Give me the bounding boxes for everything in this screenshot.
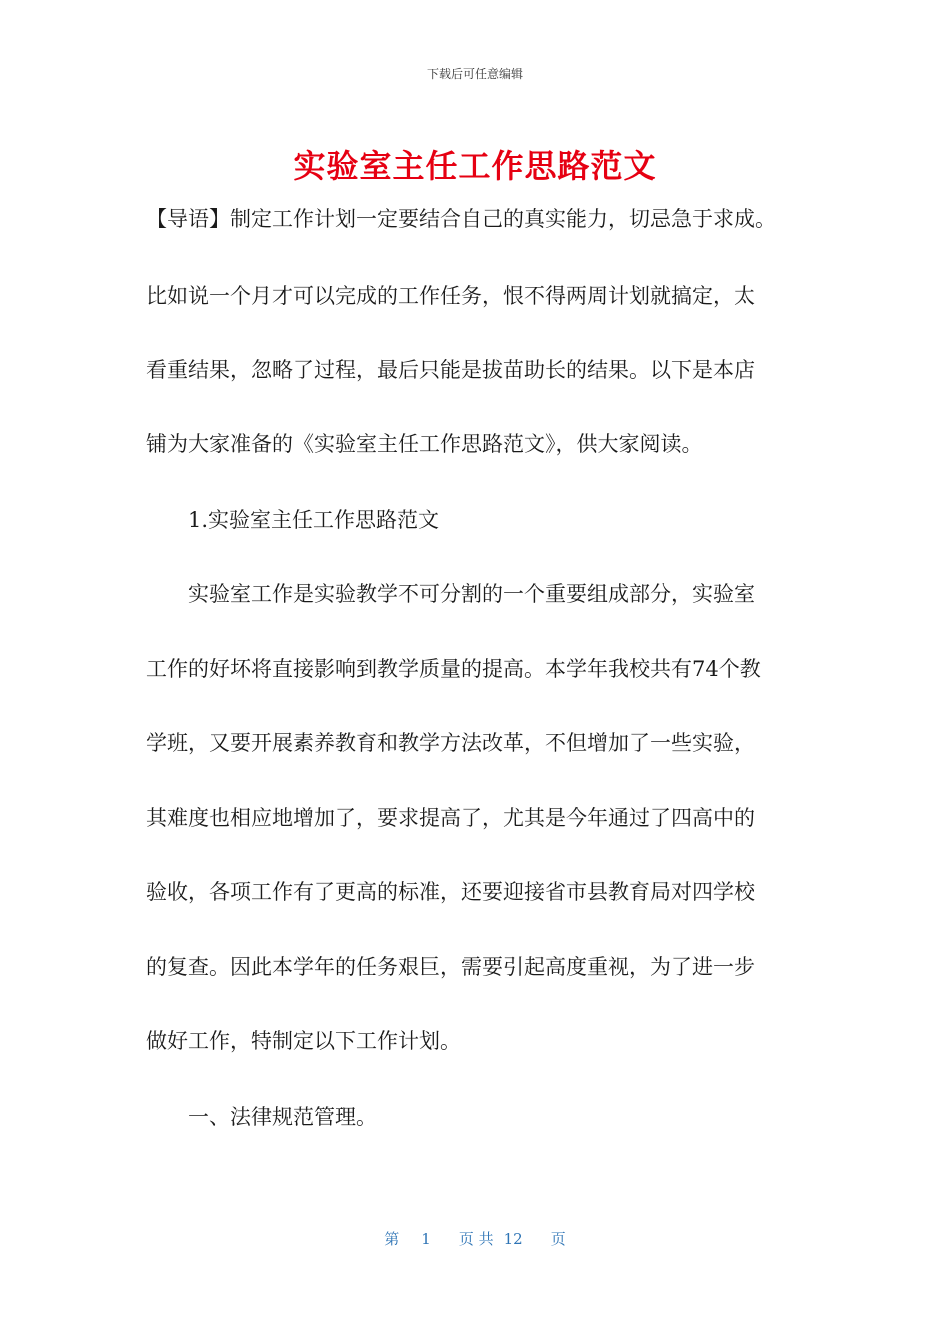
intro-line-3: 看重结果，忽略了过程，最后只能是拔苗助长的结果。以下是本店 — [146, 358, 755, 382]
body-line-2: 工作的好坏将直接影响到教学质量的提高。本学年我校共有74个教 — [146, 657, 761, 681]
body-line-3: 学班，又要开展素养教育和教学方法改革，不但增加了一些实验， — [146, 731, 755, 755]
subheading: 一、法律规范管理。 — [188, 1105, 377, 1129]
body-line-7: 做好工作，特制定以下工作计划。 — [146, 1029, 461, 1053]
page-header-note: 下载后可任意编辑 — [426, 67, 523, 81]
footer-label-of: 页 共 — [458, 1230, 494, 1248]
intro-line-4: 铺为大家准备的《实验室主任工作思路范文》，供大家阅读。 — [146, 432, 703, 456]
intro-line-1: 【导语】制定工作计划一定要结合自己的真实能力，切忌急于求成。 — [146, 207, 776, 231]
body-line-1: 实验室工作是实验教学不可分割的一个重要组成部分，实验室 — [188, 582, 755, 606]
footer-total-pages: 12 — [503, 1230, 523, 1248]
section-heading: 1.实验室主任工作思路范文 — [188, 508, 440, 532]
body-line-5: 验收，各项工作有了更高的标准，还要迎接省市县教育局对四学校 — [146, 880, 755, 904]
page-footer — [0, 1228, 950, 1250]
body-line-4: 其难度也相应地增加了，要求提高了，尤其是今年通过了四高中的 — [146, 806, 755, 830]
intro-line-2: 比如说一个月才可以完成的工作任务，恨不得两周计划就搞定，太 — [146, 284, 755, 308]
document-title: 实验室主任工作思路范文 — [293, 147, 657, 185]
footer-label-end: 页 — [550, 1230, 566, 1248]
body-line-6: 的复查。因此本学年的任务艰巨，需要引起高度重视，为了进一步 — [146, 955, 755, 979]
footer-current-page: 1 — [421, 1230, 431, 1248]
footer-label-page: 第 — [384, 1230, 400, 1248]
